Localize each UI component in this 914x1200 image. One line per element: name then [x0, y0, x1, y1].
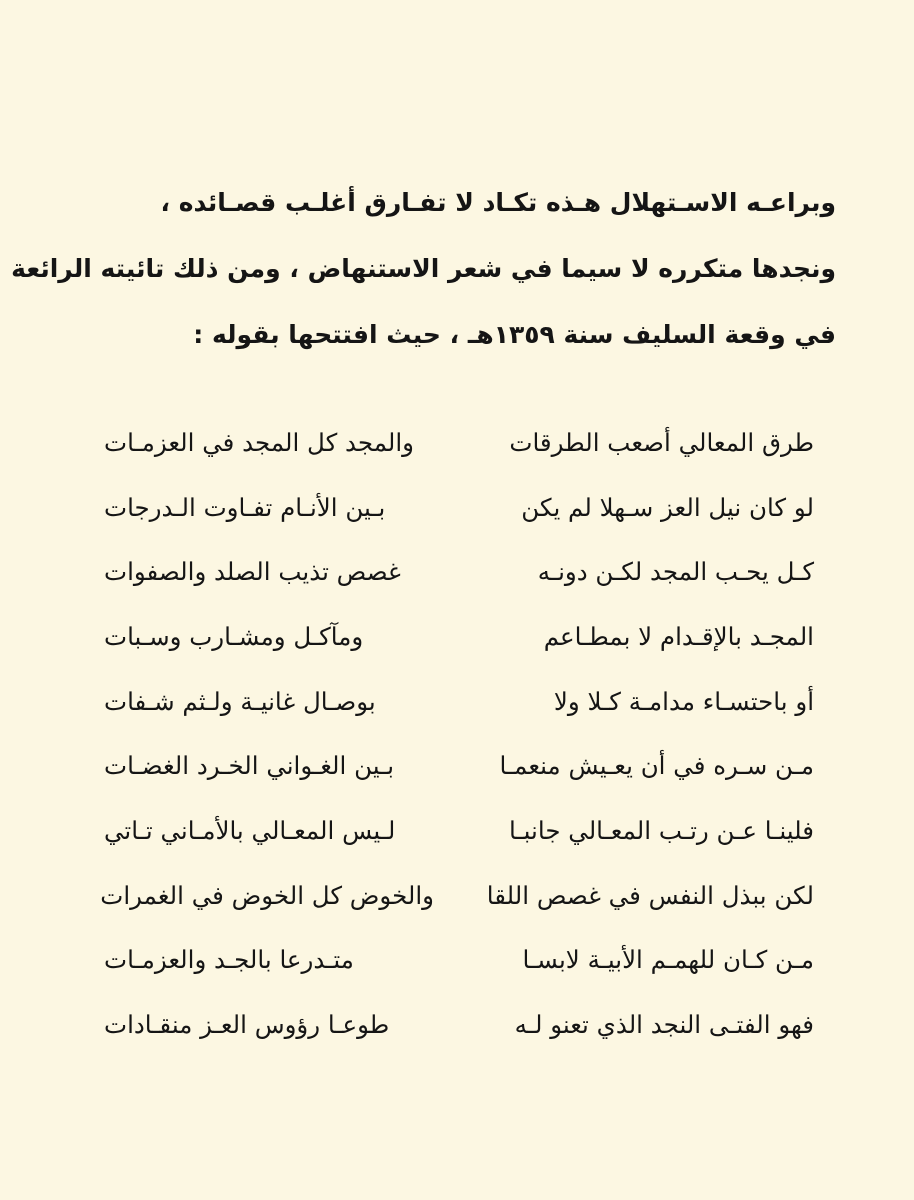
- poem-verse: [104, 733, 814, 798]
- verse-first-hemistich: أو باحتسـاء مدامـة كـلا ولا: [553, 686, 814, 716]
- verse-first-hemistich: مـن كـان للهمـم الأبيـة لابسـا: [522, 945, 814, 975]
- poem-verse: [104, 410, 814, 475]
- verse-first-hemistich: المجـد بالإقـدام لا بمطـاعم: [543, 621, 814, 651]
- verse-second-hemistich: طوعـا رؤوس العـز منقـادات: [104, 1010, 390, 1040]
- verse-first-hemistich: كـل يحـب المجد لكـن دونـه: [537, 557, 814, 587]
- intro-line: ونجدها متكرره لا سيما في شعر الاستنهاض ، ومن ذلك تائيته الرائعة: [11, 254, 836, 283]
- verse-second-hemistich: ومآكـل ومشـارب وسـبات: [104, 621, 364, 651]
- poem: [100, 410, 814, 1057]
- poem-verse: [104, 669, 814, 734]
- verse-first-hemistich: فهو الفتـى النجد الذي تعنو لـه: [514, 1010, 814, 1040]
- verse-first-hemistich: لو كان نيل العز سـهلا لم يكن: [521, 492, 814, 522]
- verse-first-hemistich: فلينـا عـن رتـب المعـالي جانبـا: [509, 815, 814, 845]
- poem-verse: [104, 928, 814, 993]
- poem-verse: [104, 798, 814, 863]
- verse-first-hemistich: مـن سـره في أن يعـيش منعمـا: [499, 751, 814, 781]
- verse-second-hemistich: متـدرعا بالجـد والعزمـات: [104, 945, 354, 975]
- verse-second-hemistich: غصص تذيب الصلد والصفوات: [104, 557, 401, 587]
- verse-second-hemistich: لـيس المعـالي بالأمـاني تـاتي: [104, 815, 396, 845]
- intro-line: وبراعـه الاسـتهلال هـذه تكـاد لا تفـارق أغلـب قصـائده ،: [160, 188, 836, 217]
- verse-second-hemistich: بوصـال غانيـة ولـثم شـفات: [104, 686, 376, 716]
- poem-verse: [100, 863, 814, 928]
- intro-line: في وقعة السليف سنة ١٣٥٩هـ ، حيث افتتحها بقوله :: [193, 320, 836, 349]
- poem-verse: [104, 475, 814, 540]
- poem-verse: [104, 539, 814, 604]
- verse-second-hemistich: بـين الأنـام تفـاوت الـدرجات: [104, 492, 386, 522]
- verse-second-hemistich: والخوض كل الخوض في الغمرات: [100, 880, 434, 910]
- poem-verse: [104, 992, 814, 1057]
- verse-second-hemistich: بـين الغـواني الخـرد الغضـات: [104, 751, 395, 781]
- intro-paragraph: [11, 170, 836, 368]
- verse-second-hemistich: والمجد كل المجد في العزمـات: [104, 427, 414, 457]
- verse-first-hemistich: لكن ببذل النفس في غصص اللقا: [486, 880, 814, 910]
- poem-verse: [104, 604, 814, 669]
- verse-first-hemistich: طرق المعالي أصعب الطرقات: [509, 427, 814, 457]
